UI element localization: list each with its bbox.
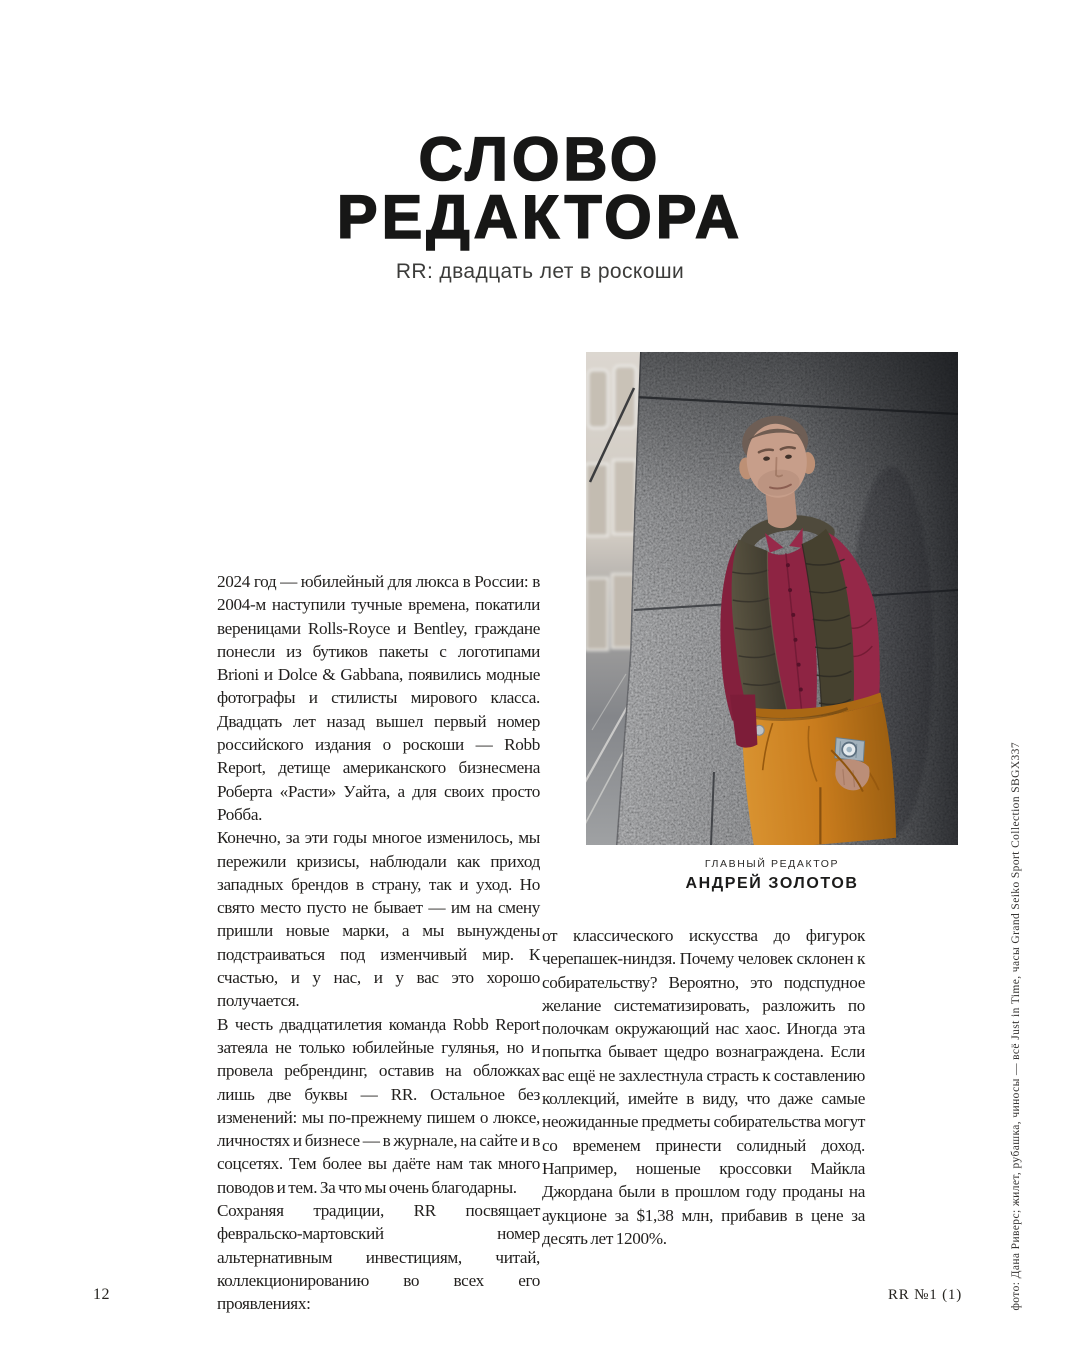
editor-role-label: ГЛАВНЫЙ РЕДАКТОР [704,858,840,870]
page-subtitle: RR: двадцать лет в роскоши [395,260,685,283]
page-number: 12 [93,1286,110,1303]
photo-credit-vertical: фото: Дана Риверс; жилет, рубашка, чиносы — всё Just in Time, часы Grand Seiko Sport Collection SBGX337 [1010,742,1022,1311]
paragraph: от классического искусства до фигурок черепашек-ниндзя. Почему человек склонен к собирательству? Вероятно, это подспудное желание систематизировать, разложить по полочкам окружающий нас хаос. Иногда эта попытка бывает щедро вознаграждена. Если вас ещё не захлестнула страсть к составлению коллекций, имейте в виду, что даже самые неожиданные предметы собирательства могут со временем принести солидный доход. Например, ношеные кроссовки Майкла Джордана были в прошлом году проданы на аукционе за $1,38 млн, прибавив в цене за десять лет 1200%. [542,926,865,1248]
paragraph: Конечно, за эти годы многое изменилось, мы пережили кризисы, наблюдали как приход западных брендов в страну, так и уход. Но свято место пусто не бывает — им на смену пришли новые марки, а мы вынуждены подстраиваться под изменчивый мир. К счастью, и у нас, и у вас это хорошо получается. [217,828,540,1011]
paragraph: Сохраняя традиции, RR посвящает февральско-мартовский номер альтернативным инвестициям, читай, коллекционированию во всех его проявлениях: [217,1201,540,1314]
paragraph: В честь двадцатилетия команда Robb Report затеяла не только юбилейные гулянья, но и провела ребрендинг, оставив на обложках лишь две буквы — RR. Остальное без изменений: мы по-прежнему пишем о люксе, личностях и бизнесе — в журнале, на сайте и в соцсетях. Тем более вы даёте нам так много поводов и тем. За что мы очень благодарны. [217,1014,540,1197]
page-title-line-1: СЛОВО [418,125,662,193]
paragraph: 2024 год — юбилейный для люкса в России: в 2004-м наступили тучные времена, покатили вереницами Rolls-Royce и Bentley, граждане понесли из бутиков пакеты с логотипами Brioni и Dolce & Gabbana, появились модные фотографы и стилисты мирового класса. Двадцать лет назад вышел первый номер российского издания о роскоши — Robb Report, детище американского бизнесмена Роберта «Расти» Уайта, а для своих просто Робба. [217,572,540,824]
article-column-right [542,924,865,1250]
issue-label: RR №1 (1) [887,1287,962,1303]
photo-caption [586,858,958,893]
page-title-line-2: РЕДАКТОРА [336,183,744,251]
article-column-left [217,570,540,1316]
editor-portrait-photo [586,352,958,845]
page-header [0,125,1080,284]
chinos [739,692,899,845]
editor-portrait-illustration [586,352,958,845]
editor-name: АНДРЕЙ ЗОЛОТОВ [685,875,859,892]
